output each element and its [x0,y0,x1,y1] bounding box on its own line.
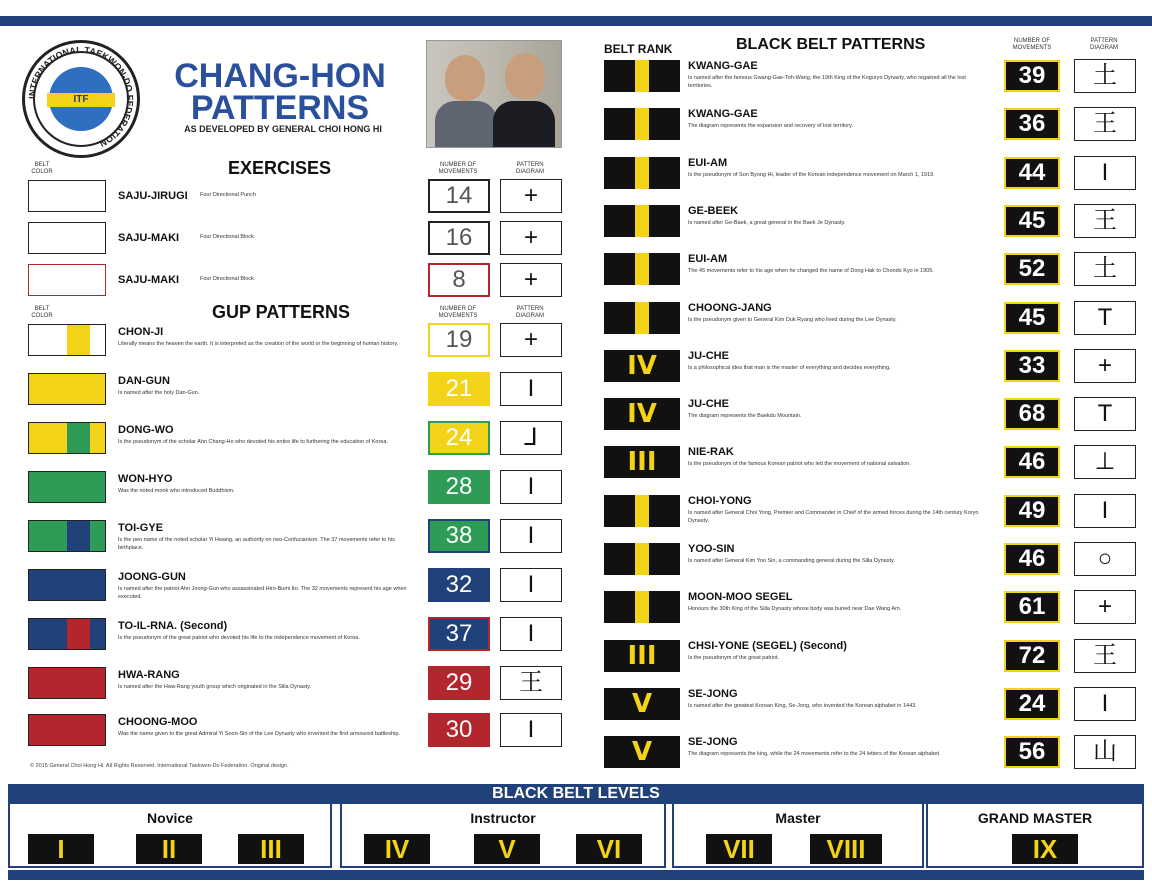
pattern-desc: Was the noted monk who introduced Buddhism. [118,488,235,494]
movement-count: 52 [1004,253,1060,285]
col-head-rank: BELT RANK [604,42,673,56]
pattern-name: HWA-RANG [118,669,180,681]
pattern-name: EUI-AM [688,253,728,266]
level-group-2 [672,802,924,868]
pattern-name: CHOONG-MOO [118,716,198,728]
pattern-name: CHOONG-JANG [688,301,772,314]
movement-count: 44 [1004,157,1060,189]
black-belt-swatch [604,60,680,92]
pattern-diagram-icon: + [1074,349,1136,383]
pattern-name: SE-JONG [688,687,738,700]
pattern-name: TO-IL-RNA. (Second) [118,620,228,632]
movement-count: 14 [428,179,490,213]
movement-count: 8 [428,263,490,297]
movement-count: 28 [428,470,490,504]
pattern-desc: Is named after the Hwa-Rang youth group which originated in the Silla Dynasty. [118,684,312,690]
level-belt: IV [364,834,430,864]
bottom-border [8,870,1144,880]
black-belt-title: BLACK BELT PATTERNS [736,36,926,53]
subtitle: AS DEVELOPED BY GENERAL CHOI HONG HI [184,124,382,134]
pattern-desc: Is the pseudonym of Son Byong Hi, leader of the Korean independence movement on March 1, 1919. [688,171,935,178]
black-belt-swatch [604,446,680,478]
belt-swatch [28,222,106,254]
founders-photo [426,40,562,148]
pattern-desc: Is the pseudonym of the famous Korean patriot who led the movement of national salvation. [688,461,911,468]
levels-title: BLACK BELT LEVELS [8,784,1144,804]
pattern-diagram-icon: I [1074,687,1136,721]
belt-swatch [28,569,106,601]
movement-count: 46 [1004,446,1060,478]
rank-stripe [635,543,649,575]
pattern-desc: Is the pseudonym of the scholar Ahn Chang-Ho who devoted his entire life to furthering the education of Korea. [118,439,388,445]
level-belt: VI [576,834,642,864]
pattern-desc: Is named after the famous Gwang-Gae-Toh-Wang, the 19th King of the Koguryo Dynasty, who regained all the lost territories. [688,75,966,89]
movement-count: 46 [1004,543,1060,575]
col-head-pattern: PATTERN DIAGRAM [515,162,544,175]
title-line-1: CHANG-HON [174,57,386,95]
pattern-diagram-icon: I [1074,156,1136,190]
movement-count: 19 [428,323,490,357]
pattern-name: CHOI-YONG [688,494,752,507]
pattern-diagram-icon: T [1074,301,1136,335]
movement-count: 24 [428,421,490,455]
pattern-diagram-icon: 王 [500,666,562,700]
pattern-desc: Is named after the greatest Korean King, Se-Jong, who invented the Korean alphabet in 1443. [688,702,917,709]
movement-count: 38 [428,519,490,553]
pattern-name: NIE-RAK [688,446,734,459]
rank-numeral: IV [627,399,657,430]
pattern-diagram-icon: ⊥ [1074,445,1136,479]
movement-count: 36 [1004,108,1060,140]
movement-count: 29 [428,666,490,700]
movement-count: 49 [1004,495,1060,527]
pattern-desc: Is named after General Kim Yoo Sin, a commanding general during the Silla Dynasty. [688,558,895,564]
pattern-desc: Is the pseudonym of the great patriot. [688,654,780,661]
col-head-belt: BELT COLOR [31,162,53,175]
rank-numeral: IV [627,350,657,381]
pattern-desc: The diagram represents the Baekdu Mountain. [688,413,802,420]
movement-count: 24 [1004,688,1060,720]
pattern-name: SAJU-MAKI [118,232,180,244]
col-head-count-bb: NUMBER OF MOVEMENTS [1012,38,1052,51]
belt-swatch [28,520,106,552]
col-head-count: NUMBER OF MOVEMENTS [438,162,478,175]
black-belt-swatch [604,736,680,768]
pattern-desc: The 45 movements refer to his age when he changed the name of Dong Hak to Chondo Kyo in 1905. [688,268,934,275]
pattern-name: CHSI-YONE (SEGEL) (Second) [688,639,847,652]
pattern-diagram-icon: 王 [1074,204,1136,238]
pattern-desc: Literally means the heaven the earth. It is interpreted as the creation of the world or the beginning of human history. [118,341,399,347]
level-title: Master [775,810,821,826]
rank-numeral: V [631,737,653,768]
rank-stripe [635,60,649,92]
federation-logo [22,40,140,158]
pattern-diagram-icon: I [500,713,562,747]
pattern-name: YOO-SIN [688,543,735,555]
level-belt: II [136,834,202,864]
pattern-diagram-icon: + [500,179,562,213]
level-group-3 [926,802,1144,868]
movement-count: 32 [428,568,490,602]
belt-swatch [28,714,106,746]
movement-count: 37 [428,617,490,651]
rank-stripe [635,205,649,237]
movement-count: 68 [1004,398,1060,430]
pattern-diagram-icon: 土 [1074,252,1136,286]
person-suit-left [435,101,497,147]
level-group-1 [340,802,666,868]
level-belt: IX [1012,834,1078,864]
pattern-diagram-icon: 土 [1074,59,1136,93]
col-head-pattern-gup: PATTERN DIAGRAM [515,306,544,319]
pattern-diagram-icon: 王 [1074,107,1136,141]
col-head-belt-gup: BELT COLOR [31,306,53,319]
pattern-desc: The diagram represents the king, while the 24 movements refer to the 24 letters of the Korean alphabet. [688,751,941,758]
pattern-diagram-icon: I [500,470,562,504]
pattern-desc: Is named after the patriot Ahn Joong-Gun who assassinated Hiro-Bumi Ito. The 32 movements represent his age when executed. [118,586,407,600]
belt-swatch [28,264,106,296]
pattern-desc: Is a philosophical idea that man is the master of everything and decides everything. [688,364,891,371]
level-belt: V [474,834,540,864]
black-belt-swatch [604,205,680,237]
pattern-diagram-icon: T [1074,397,1136,431]
black-belt-swatch [604,640,680,672]
belt-swatch [28,667,106,699]
pattern-diagram-icon: I [500,372,562,406]
col-head-pattern-bb: PATTERN DIAGRAM [1089,38,1118,51]
movement-count: 21 [428,372,490,406]
pattern-diagram-icon: I [1074,494,1136,528]
belt-swatch [28,373,106,405]
pattern-desc: Was the name given to the great Admiral Yi Soon-Sin of the Lee Dynasty who invented the first armoured battleship. [118,731,400,737]
pattern-name: SAJU-JIRUGI [118,190,188,202]
pattern-name: MOON-MOO SEGEL [688,591,793,604]
belt-swatch [28,324,106,356]
pattern-diagram-icon: I [500,568,562,602]
rank-numeral: III [627,640,657,671]
black-belt-swatch [604,253,680,285]
movement-count: 72 [1004,640,1060,672]
level-group-0 [8,802,332,868]
black-belt-swatch [604,302,680,334]
title-line-2: PATTERNS [190,89,370,127]
right-panel [590,26,1152,786]
black-belt-swatch [604,398,680,430]
pattern-desc: The diagram represents the expansion and recovery of lost territory. [688,123,853,130]
movement-count: 61 [1004,591,1060,623]
black-belt-swatch [604,591,680,623]
pattern-desc: Is named after Ge-Baek, a great general in the Baek Je Dynasty. [688,219,846,226]
rank-numeral: III [627,447,657,478]
movement-count: 16 [428,221,490,255]
pattern-name: SE-JONG [688,736,738,749]
pattern-name: CHON-JI [118,326,164,338]
pattern-diagram-icon: + [500,263,562,297]
pattern-name: EUI-AM [688,156,728,169]
pattern-name: WON-HYO [118,473,173,485]
pattern-name: DAN-GUN [118,375,170,387]
movement-count: 45 [1004,205,1060,237]
pattern-desc: Is the pseudonym of the great patriot who devoted his life to the independence movement of Korea. [118,635,360,641]
pattern-diagram-icon: 王 [1074,639,1136,673]
black-belt-swatch [604,543,680,575]
belt-swatch [28,471,106,503]
movement-count: 39 [1004,60,1060,92]
pattern-name: GE-BEEK [688,204,739,217]
rank-numeral: V [631,688,653,719]
pattern-diagram-icon: + [500,221,562,255]
person-suit-right [493,101,555,147]
copyright-text: © 2015 General Choi Hong Hi. All Rights Reserved. International Taekwon-Do Federation. Original design. [30,763,289,769]
logo-center-text: ITF [73,94,89,105]
pattern-desc: Is the pen name of the noted scholar Yi Hwang, an authority on neo-Confucianism. The 37 movements refer to his birthplace. [118,537,395,551]
black-belt-swatch [604,108,680,140]
pattern-diagram-icon: 山 [1074,735,1136,769]
pattern-desc: Is named after the holy Dan-Gun. [118,390,200,396]
black-belt-levels [8,784,1144,884]
pattern-desc: Four Directional Block [200,234,254,240]
movement-count: 56 [1004,736,1060,768]
level-title: Instructor [470,810,536,826]
black-belt-swatch [604,495,680,527]
pattern-desc: Four Directional Punch [200,192,256,198]
exercises-title: EXERCISES [228,158,332,178]
pattern-desc: Is named after General Choi Yong, Premier and Commander in Chief of the armed forces during the 14th century Koryo Dynasty. [688,509,979,524]
pattern-name: KWANG-GAE [688,108,758,121]
left-panel [0,26,585,786]
pattern-diagram-icon: ⅃ [500,421,562,455]
level-belt: VII [706,834,772,864]
level-belt: I [28,834,94,864]
pattern-diagram-icon: I [500,519,562,553]
black-belt-swatch [604,157,680,189]
black-belt-swatch [604,688,680,720]
belt-swatch [28,422,106,454]
pattern-desc: Four Directional Block [200,276,254,282]
pattern-diagram-icon: I [500,617,562,651]
pattern-name: TOI-GYE [118,522,164,534]
pattern-desc: Honours the 30th King of the Silla Dynasty whose body was buried near Dae Wang Am. [688,606,902,613]
rank-stripe [635,108,649,140]
movement-count: 33 [1004,350,1060,382]
black-belt-swatch [604,350,680,382]
movement-count: 30 [428,713,490,747]
rank-stripe [635,591,649,623]
person-face-left [445,55,485,101]
pattern-name: KWANG-GAE [688,60,758,72]
gup-title: GUP PATTERNS [212,302,351,322]
level-belt: VIII [810,834,882,864]
rank-stripe [635,302,649,334]
belt-swatch [28,180,106,212]
page-title [160,57,400,127]
rank-stripe [635,495,649,527]
pattern-name: JU-CHE [688,349,729,362]
movement-count: 45 [1004,302,1060,334]
col-head-count-gup: NUMBER OF MOVEMENTS [438,306,478,319]
pattern-name: SAJU-MAKI [118,274,180,286]
pattern-diagram-icon: + [500,323,562,357]
pattern-diagram-icon: + [1074,590,1136,624]
top-border [0,16,1152,26]
belt-swatch [28,618,106,650]
pattern-desc: Is the pseudonym given to General Kim Duk Ryang who lived during the Lee Dynasty. [688,316,897,323]
pattern-diagram-icon: ○ [1074,542,1136,576]
rank-stripe [635,253,649,285]
svg-text:INTERNATIONAL TAEKWON-DO FEDER: INTERNATIONAL TAEKWON-DO FEDERATION [26,44,136,149]
pattern-name: JU-CHE [688,398,729,411]
level-belt: III [238,834,304,864]
pattern-name: DONG-WO [118,424,174,436]
person-face-right [505,53,545,99]
level-title: GRAND MASTER [977,810,1093,826]
pattern-name: JOONG-GUN [118,571,186,583]
level-title: Novice [147,810,193,826]
rank-stripe [635,157,649,189]
